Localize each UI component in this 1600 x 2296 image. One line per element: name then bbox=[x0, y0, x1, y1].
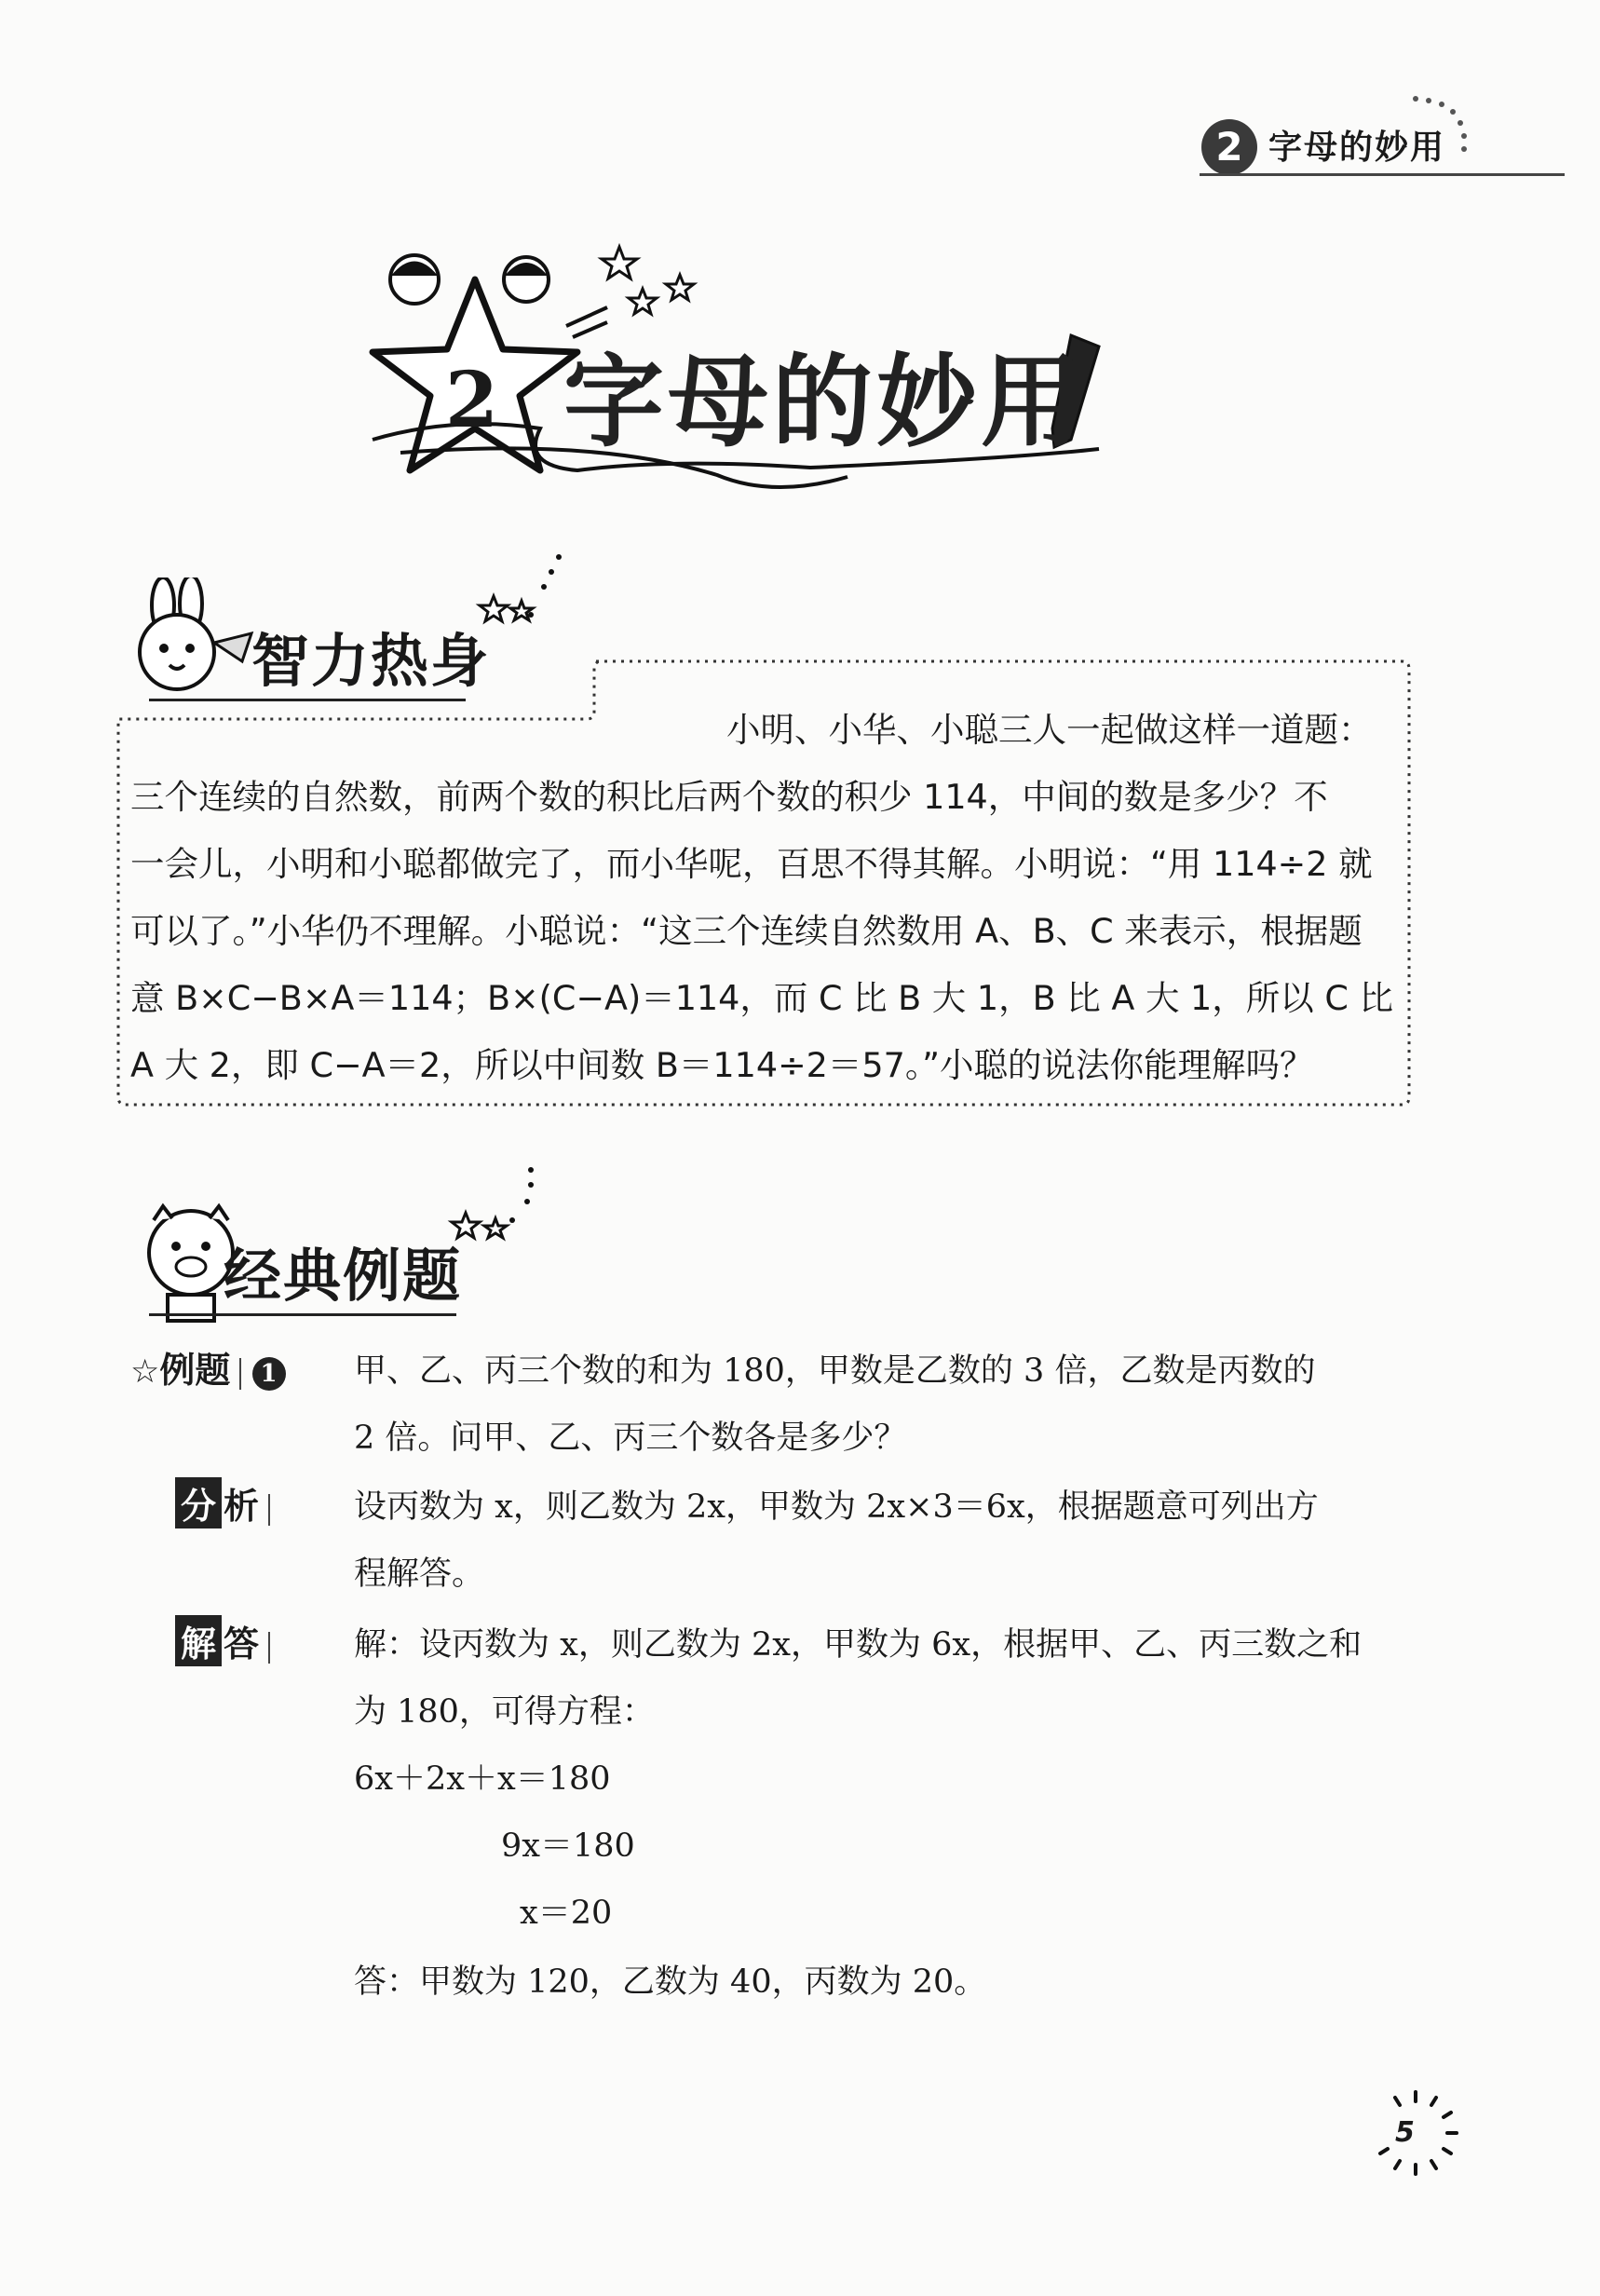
chapter-title: 字母的妙用 bbox=[563, 345, 1086, 461]
star-bullet-icon: ☆ bbox=[130, 1353, 160, 1391]
answer-label-box: 解 bbox=[175, 1615, 222, 1666]
final-answer-line: 答：甲数为 120，乙数为 40，丙数为 20。 bbox=[354, 1963, 987, 2001]
warmup-line: 意 B×C−B×A＝114；B×(C−A)＝114，而 C 比 B 大 1，B 比 A 大 1，所以 C 比 bbox=[130, 978, 1393, 1018]
banner-number: 2 bbox=[445, 356, 499, 445]
answer-label bbox=[175, 1615, 270, 1666]
equation-line: x＝20 bbox=[520, 1895, 613, 1932]
warmup-line: 一会儿，小明和小聪都做完了，而小华呢，百思不得其解。小明说：“用 114÷2 就 bbox=[130, 844, 1373, 884]
equation-line: 9x＝180 bbox=[501, 1827, 635, 1865]
warmup-line: 小明、小华、小聪三人一起做这样一道题： bbox=[726, 710, 1373, 750]
analysis-label bbox=[175, 1477, 270, 1528]
page-number-burst-icon bbox=[1369, 2086, 1462, 2180]
label-divider bbox=[239, 1358, 241, 1390]
example-number-badge: 1 bbox=[252, 1357, 286, 1391]
analysis-label-box: 分 bbox=[175, 1477, 222, 1528]
question-line: 甲、乙、丙三个数的和为 180，甲数是乙数的 3 倍，乙数是丙数的 bbox=[354, 1352, 1316, 1390]
header-rule bbox=[1200, 173, 1565, 176]
warmup-problem-text bbox=[130, 697, 1406, 1099]
chapter-number-badge: 2 bbox=[1201, 119, 1257, 175]
warmup-section-label: 智力热身 bbox=[251, 627, 491, 695]
example-label-text: 例题 bbox=[159, 1350, 231, 1391]
equation-line: 6x＋2x＋x＝180 bbox=[354, 1760, 611, 1798]
answer-label-text: 答 bbox=[224, 1624, 260, 1664]
question-line: 2 倍。问甲、乙、丙三个数各是多少？ bbox=[354, 1420, 907, 1457]
classic-label-underline bbox=[149, 1313, 456, 1316]
warmup-line: 三个连续的自然数，前两个数的积比后两个数的积少 114，中间的数是多少？不 bbox=[130, 777, 1328, 817]
page-number: 5 bbox=[1395, 2116, 1415, 2149]
answer-line: 为 180，可得方程： bbox=[354, 1693, 655, 1731]
decorative-dots-icon bbox=[1406, 93, 1481, 158]
warmup-line: 可以了。”小华仍不理解。小聪说：“这三个连续自然数用 A、B、C 来表示，根据题 bbox=[130, 911, 1363, 951]
label-divider bbox=[268, 1494, 270, 1526]
running-header-title: 字母的妙用 bbox=[1268, 129, 1446, 167]
analysis-line: 设丙数为 x，则乙数为 2x，甲数为 2x×3＝6x，根据题意可列出方 bbox=[354, 1488, 1319, 1526]
analysis-label-text: 析 bbox=[224, 1486, 260, 1527]
example-label bbox=[130, 1341, 286, 1393]
warmup-line: A 大 2，即 C−A＝2，所以中间数 B＝114÷2＝57。”小聪的说法你能理解吗？ bbox=[130, 1045, 1314, 1085]
answer-line: 解：设丙数为 x，则乙数为 2x，甲数为 6x，根据甲、乙、丙三数之和 bbox=[354, 1626, 1363, 1664]
analysis-line: 程解答。 bbox=[354, 1556, 485, 1593]
classic-section-label: 经典例题 bbox=[224, 1242, 463, 1310]
label-divider bbox=[268, 1632, 270, 1664]
